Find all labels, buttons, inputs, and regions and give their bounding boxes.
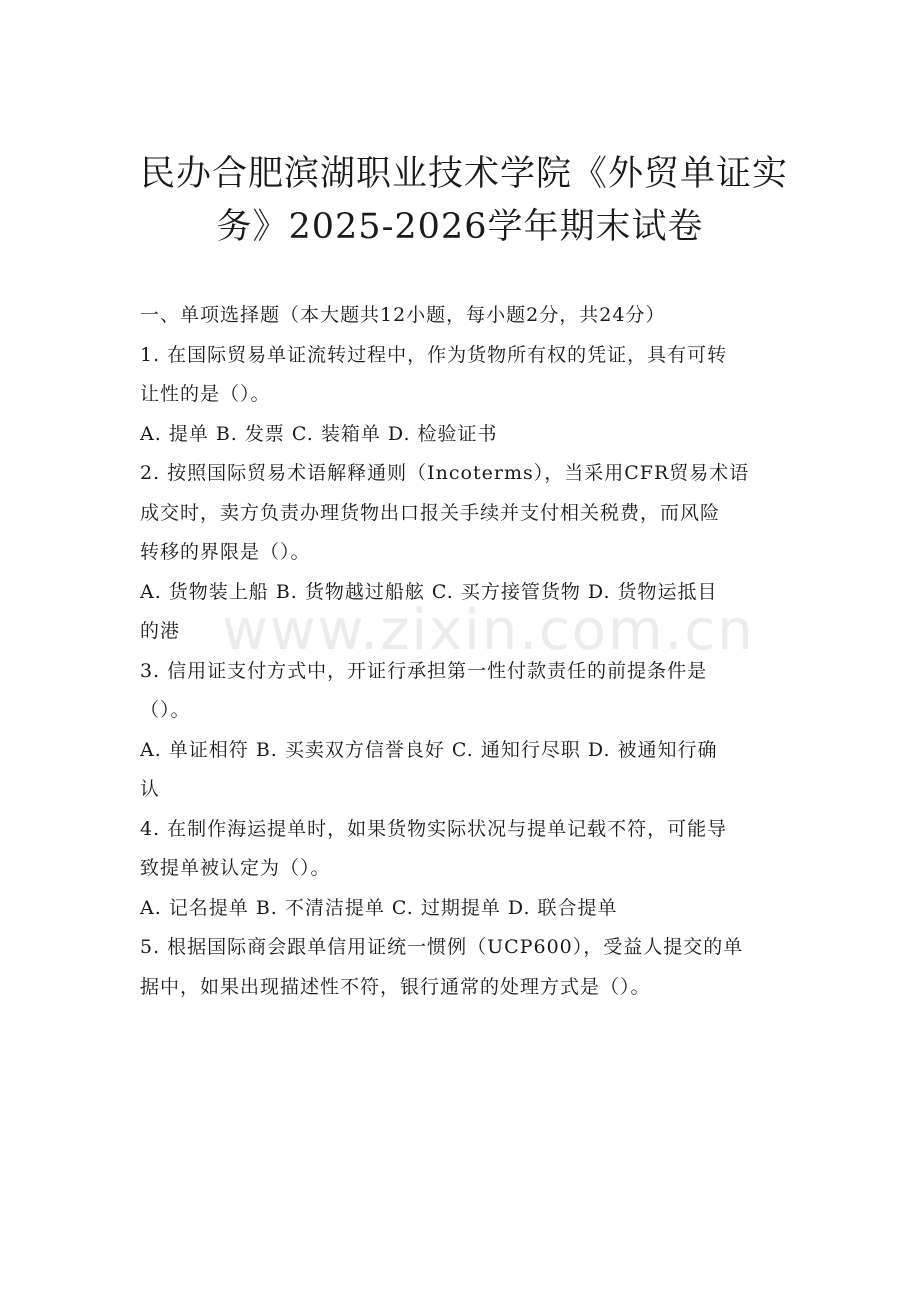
exam-title-line-1: 民办合肥滨湖职业技术学院《外贸单证实: [140, 154, 789, 194]
text-line: 据中，如果出现描述性不符，银行通常的处理方式是（）。: [140, 975, 651, 998]
text-line: 1. 在国际贸易单证流转过程中，作为货物所有权的凭证，具有可转: [140, 343, 728, 366]
text-line: A. 货物装上船 B. 货物越过船舷 C. 买方接管货物 D. 货物运抵目: [140, 580, 718, 603]
text-line: 2. 按照国际贸易术语解释通则（Incoterms），当采用CFR贸易术语: [140, 462, 750, 484]
text-line: 成交时，卖方负责办理货物出口报关手续并支付相关税费，而风险: [140, 501, 721, 524]
text-line: 3. 信用证支付方式中，开证行承担第一性付款责任的前提条件是: [140, 659, 708, 682]
watermark: www.zixin.com.cn: [222, 598, 755, 663]
text-line: 4. 在制作海运提单时，如果货物实际状况与提单记载不符，可能导: [140, 817, 728, 840]
text-line: 的港: [140, 620, 181, 642]
text-line: A. 记名提单 B. 不清洁提单 C. 过期提单 D. 联合提单: [140, 896, 618, 919]
exam-title: [140, 148, 789, 254]
exam-content: [140, 296, 780, 1007]
text-line: A. 提单 B. 发票 C. 装箱单 D. 检验证书: [140, 422, 498, 445]
text-line: 5. 根据国际商会跟单信用证统一惯例（UCP600），受益人提交的单: [140, 936, 744, 958]
text-line: 致提单被认定为（）。: [140, 857, 331, 879]
text-line: 认: [140, 778, 161, 800]
text-line: 让性的是（）。: [140, 383, 271, 405]
exam-title-line-2: 务》2025-2026学年期末试卷: [216, 207, 704, 247]
text-line: A. 单证相符 B. 买卖双方信誉良好 C. 通知行尽职 D. 被通知行确: [140, 738, 718, 761]
text-line: （）。: [140, 699, 191, 721]
text-line: 转移的界限是（）。: [140, 541, 311, 563]
section-heading: 一、单项选择题（本大题共12小题，每小题2分，共24分）: [140, 304, 666, 326]
